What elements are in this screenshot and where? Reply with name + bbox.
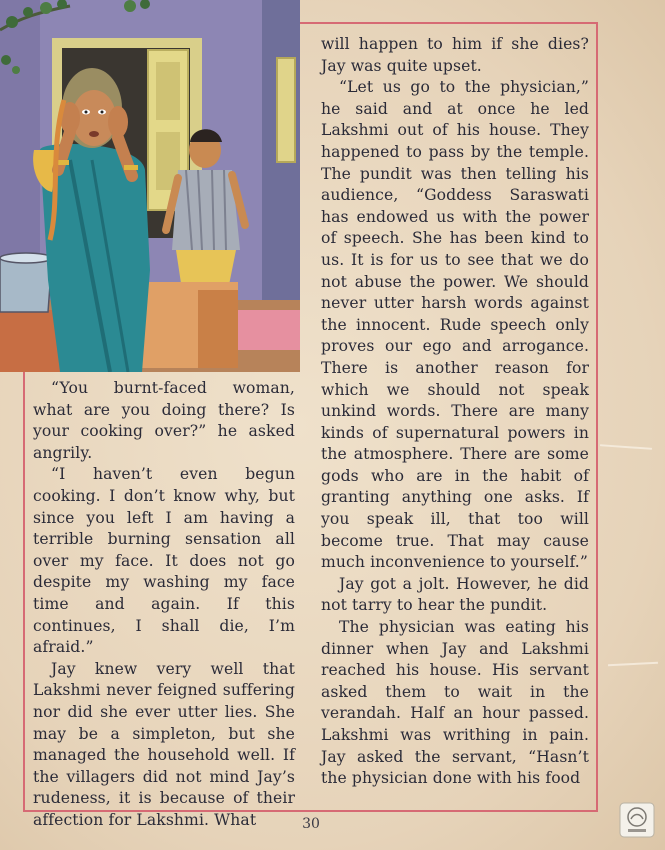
story-illustration [0,0,300,372]
publisher-stamp-icon [619,802,655,838]
story-paragraph: “Let us go to the physician,” he said and at once he led Lakshmi out of his house. They happened to pass by the temple. The pundit was then telling his audience, “Goddess Saraswati has endowed us with the power of speech. She has been kind to us. It is for us to see that we do not abuse the power. We should never utter harsh words against the innocent. Rude speech only proves our ego and arrogance. There is another reason for which we should not speak unkind words. There are many kinds of supernatural powers in the atmosphere. There are some gods who are in the habit of granting anything one asks. If you speak ill, that too will become true. That may cause much inconvenience to yourself.” [321,78,589,572]
story-paragraph: “You burnt-faced woman, what are you doing there? Is your cooking over?” he asked angrily. [33,379,295,462]
story-paragraph: “I haven’t even begun cooking. I don’t know why, but since you left I am having a terrible burning sensation all over my face. It does not go despite my washing my face time and again. If this continues, I shall die, I’m afraid.” [33,465,295,657]
story-paragraph: The physician was eating his dinner when Jay and Lakshmi reached his house. His servant asked them to wait in the verandah. Half an hour passed. Lakshmi was writhing in pain. Jay asked the servant, “Hasn’t the physician done with his food [321,618,589,788]
left-text-column [33,378,295,831]
bucket [0,253,52,312]
story-paragraph: Jay got a jolt. However, he did not tarry to hear the pundit. [321,574,589,615]
story-paragraph: Jay knew very well that Lakshmi never feigned suffering nor did she ever utter lies. She may be a simpleton, but she managed the household well. If the villagers did not mind Jay’s rudeness, it is because of their affection for Lakshmi. What [33,659,295,829]
right-text-column [321,34,589,790]
pink-mat [238,310,300,350]
window [277,58,295,162]
story-paragraph: will happen to him if she dies? Jay was quite upset. [321,35,589,75]
page-number: 30 [302,816,320,832]
woman-holding-face-illustration [0,0,300,372]
